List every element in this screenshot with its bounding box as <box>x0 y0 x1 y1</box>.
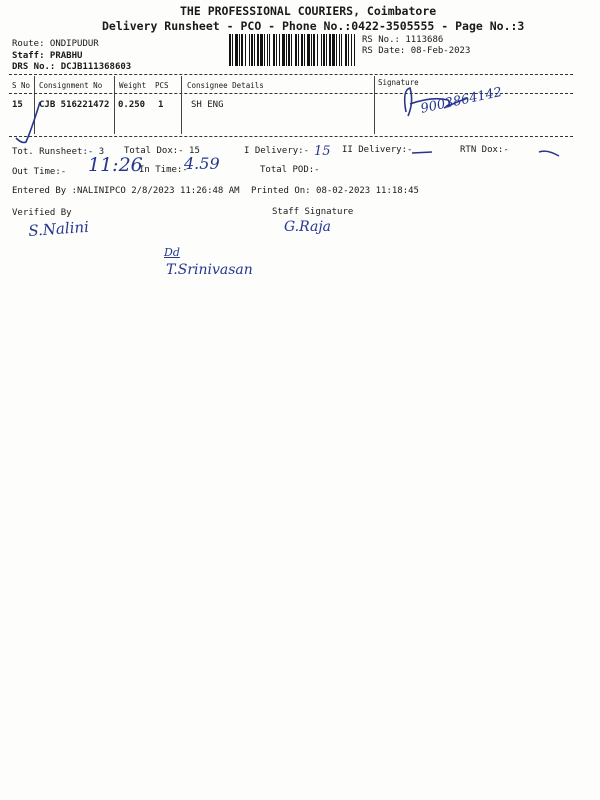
handwritten-in-time: 4.59 <box>184 154 220 173</box>
entered-by: Entered By :NALINIPCO 2/8/2023 11:26:48 AM <box>12 186 240 196</box>
printed-on: Printed On: 08-02-2023 11:18:45 <box>251 186 419 196</box>
row-pcs: 1 <box>158 100 164 110</box>
row-consignment: CJB 516221472 <box>39 100 110 110</box>
document-title: THE PROFESSIONAL COURIERS, Coimbatore <box>180 4 437 18</box>
col-header-pcs: PCS <box>155 81 169 90</box>
total-pod: Total POD:- <box>260 165 320 175</box>
total-dox: Total Dox:- 15 <box>124 146 200 156</box>
handwritten-out-time: 11:26 <box>88 154 143 176</box>
rtn-dox: RTN Dox:- <box>460 145 509 155</box>
out-time-label: Out Time:- <box>12 167 67 177</box>
col-header-weight: Weight <box>119 81 147 90</box>
col-divider <box>181 76 182 134</box>
verifier-signature: S.Nalini <box>27 217 90 240</box>
handwritten-phone: 9003864142 <box>419 84 504 117</box>
row-sno: 15 <box>12 100 23 110</box>
table-bottom-rule <box>9 136 573 137</box>
extra-signature: T.Srinivasan <box>166 262 253 278</box>
staff-signature-label: Staff Signature <box>272 207 354 217</box>
row-weight: 0.250 <box>118 100 146 110</box>
staff-line: Staff: PRABHU <box>12 51 83 61</box>
verified-by-label: Verified By <box>12 208 72 218</box>
rs-date: RS Date: 08-Feb-2023 <box>362 46 471 56</box>
i-delivery: I Delivery:- <box>244 146 310 156</box>
ii-delivery: II Delivery:- <box>342 145 413 155</box>
route-line: Route: ONDIPUDUR <box>12 39 99 49</box>
col-header-sno: S No <box>12 81 31 90</box>
col-divider <box>114 76 115 134</box>
staff-signature: G.Raja <box>284 219 332 235</box>
col-header-signature: Signature <box>378 78 419 87</box>
document-subtitle: Delivery Runsheet - PCO - Phone No.:0422-3505555 - Page No.:3 <box>102 19 525 33</box>
col-header-consignee: Consignee Details <box>187 81 264 90</box>
drs-line: DRS No.: DCJB111368603 <box>12 62 132 72</box>
check-mark-icon <box>14 98 44 148</box>
rs-number: RS No.: 1113686 <box>362 35 444 45</box>
row-consignee: SH ENG <box>191 100 224 110</box>
col-header-consignment: Consignment No <box>39 81 103 90</box>
barcode <box>229 34 355 66</box>
handwritten-i-delivery: 15 <box>314 144 331 159</box>
in-time-label: In Time:- <box>139 165 188 175</box>
dash-mark-icon <box>537 148 563 160</box>
extra-initials: Dd <box>164 246 180 259</box>
col-divider <box>374 76 375 134</box>
total-runsheet: Tot. Runsheet:- 3 <box>12 147 105 157</box>
table-top-rule <box>9 74 573 75</box>
dash-mark-icon <box>410 150 436 156</box>
